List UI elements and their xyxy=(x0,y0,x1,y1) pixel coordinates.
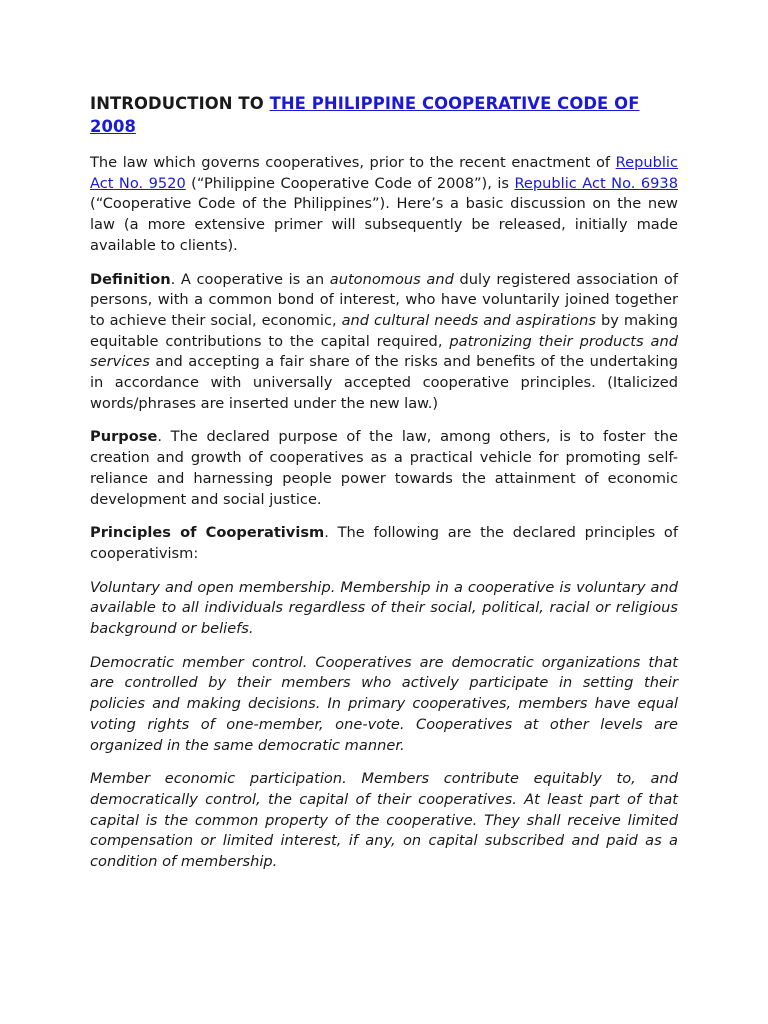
principles-paragraph xyxy=(90,523,678,564)
definition-text-1: . A cooperative is an xyxy=(170,270,330,288)
principle-economic-participation: Member economic participation. Members contribute equitably to, and democratically control, the capital of their cooperatives. At least part of that capital is the common property of the cooperative. They shall receive limited compensation or limited interest, if any, on capital subscribed and paid as a condition of membership. xyxy=(90,770,678,871)
definition-text-2: duly registered association of persons, with a common bond of interest, who have voluntarily joined together to achieve their social, economic, xyxy=(90,270,678,329)
republic-act-9520-link[interactable]: Republic Act No. 9520 xyxy=(90,154,678,192)
principle-democratic-control: Democratic member control. Cooperatives are democratic organizations that are controlled by their members who actively participate in setting their policies and making decisions. In primary cooperatives, members have equal voting rights of one-member, one-vote. Cooperatives at other levels are organized in the same democratic manner. xyxy=(90,653,678,754)
intro-text-2: (“Philippine Cooperative Code of 2008”), is xyxy=(185,174,515,192)
purpose-text: . The declared purpose of the law, among others, is to foster the creation and growth of cooperatives as a practical vehicle for promoting self-reliance and harnessing people power towards the attainment of economic development and social justice. xyxy=(90,428,678,508)
purpose-paragraph xyxy=(90,427,678,510)
republic-act-6938-link[interactable]: Republic Act No. 6938 xyxy=(514,174,678,192)
definition-heading: Definition xyxy=(90,270,171,288)
intro-text-1: The law which governs cooperatives, prior to the recent enactment of xyxy=(90,154,616,171)
definition-italic-2: and cultural needs and aspirations xyxy=(341,311,597,329)
definition-italic-3: patronizing their products and services xyxy=(90,332,678,371)
document-title xyxy=(90,92,678,138)
intro-text-3: (“Cooperative Code of the Philippines”). Here’s a basic discussion on the new law (a more extensive primer will subsequently be released, initially made available to clients). xyxy=(90,195,678,254)
definition-text-4: and accepting a fair share of the risks and benefits of the undertaking in accordance with universally accepted cooperative principles. (Italicized words/phrases are inserted under the new law.) xyxy=(90,353,678,412)
definition-paragraph xyxy=(90,270,678,415)
principles-text: . The following are the declared principles of cooperativism: xyxy=(90,524,678,562)
definition-text-3: by making equitable contributions to the capital required, xyxy=(90,311,678,350)
principle-voluntary-membership: Voluntary and open membership. Membership in a cooperative is voluntary and available to all individuals regardless of their social, political, racial or religious background or beliefs. xyxy=(90,578,678,638)
definition-italic-1: autonomous and xyxy=(329,270,454,288)
title-prefix: INTRODUCTION TO xyxy=(90,94,270,113)
intro-paragraph xyxy=(90,153,678,257)
title-link[interactable]: THE PHILIPPINE COOPERATIVE CODE OF 2008 xyxy=(90,94,640,136)
purpose-heading: Purpose xyxy=(90,428,158,446)
principles-heading: Principles of Cooperativism xyxy=(90,524,325,542)
